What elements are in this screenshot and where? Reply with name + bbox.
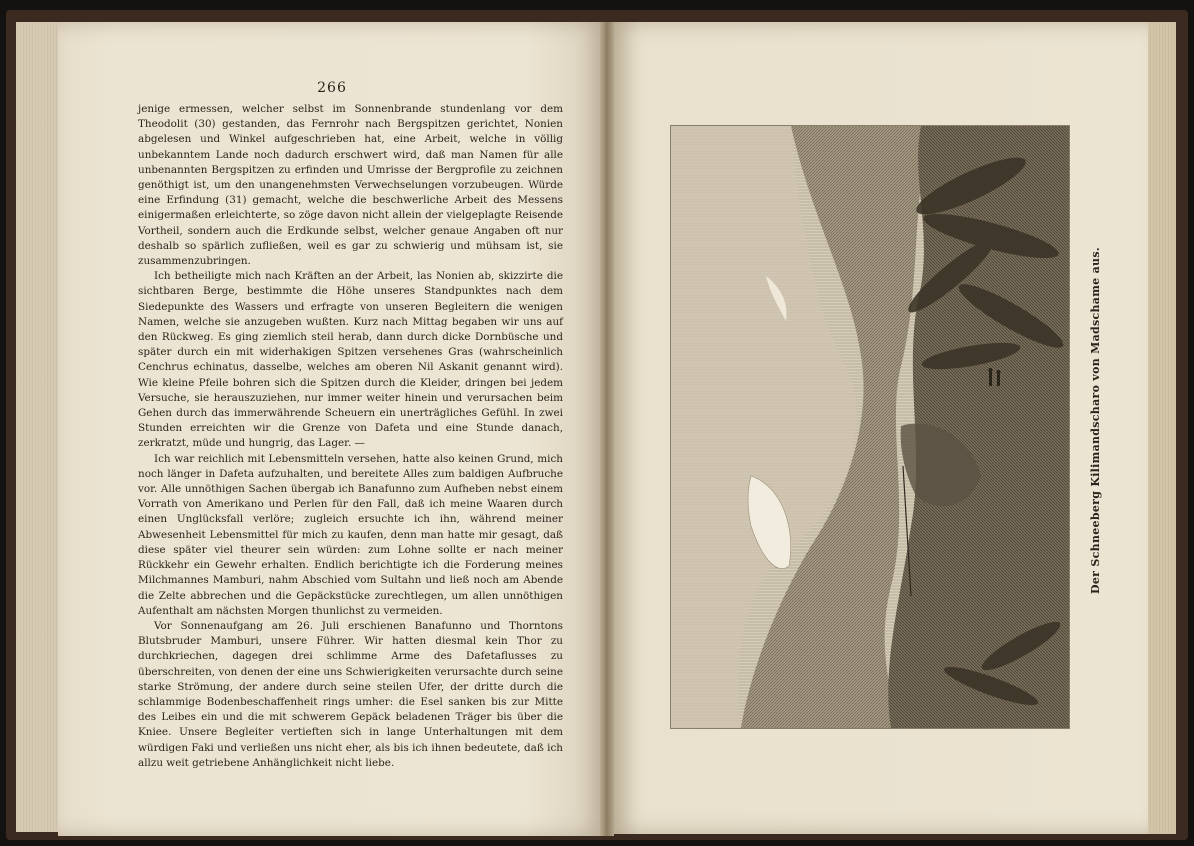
paragraph-4: Vor Sonnenaufgang am 26. Juli erschienen Banafunno und Thorntons Blutsbruder Mamburi, unsere Führer. Wir hatten diesmal kein Thor zu durchkriechen, dagegen drei schlimme Arme des Dafetaflusses zu überschreiten, von denen der eine uns Schwierigkeiten verursachte durch seine starke Strömung, der andere durch seine steilen Ufer, der dritte durch die schlammige Bodenbeschaffenheit rings umher: die Esel sanken bis zur Mitte des Leibes ein und die mit schwerem Gepäck beladenen Träger bis über die Kniee. Unsere Begleiter vertieften sich in lange Unterhaltungen mit dem würdigen Faki und verließen uns nicht eher, als bis ich ihnen bedeutete, daß ich allzu weit getriebene Anhänglichkeit nicht liebe. [138,619,563,769]
page-number: 266 [317,80,347,96]
body-text [138,102,563,771]
plate-caption-text: Der Schneeberg Kilimandscharo von Madschame aus. [1088,246,1102,594]
engraving-illustration [671,126,1069,728]
left-page [58,22,606,836]
plate-caption [1083,140,1107,700]
engraving-plate [670,125,1070,729]
book-gutter [600,22,614,836]
page-edges-left [16,22,64,832]
paragraph-2: Ich betheiligte mich nach Kräften an der Arbeit, las Nonien ab, skizzirte die sichtbaren Berge, bestimmte die Höhe unseres Standpunktes nach dem Siedepunkte des Wassers und erfragte von unseren Begleitern die wenigen Namen, welche sie anzugeben wußten. Kurz nach Mittag begaben wir uns auf den Rückweg. Es ging ziemlich steil herab, dann durch dicke Dornbüsche und später durch ein mit widerhakigen Spitzen versehenes Gras (wahrscheinlich Cenchrus echinatus, dasselbe, welches am oberen Nil Askanit genannt wird). Wie kleine Pfeile bohren sich die Spitzen durch die Kleider, dringen bei jedem Versuche, sie herauszuziehen, nur immer weiter hinein und verursachen beim Gehen durch das immerwährende Scheuern ein unerträgliches Gefühl. In zwei Stunden erreichten wir die Grenze von Dafeta und eine Stunde danach, zerkratzt, müde und hungrig, das Lager. — [138,270,563,450]
paragraph-3: Ich war reichlich mit Lebensmitteln versehen, hatte also keinen Grund, mich noch länger in Dafeta aufzuhalten, und bereitete Alles zum baldigen Aufbruche vor. Alle unnöthigen Sachen übergab ich Banafunno zum Aufheben nebst einem Vorrath von Amerikano und Perlen für den Fall, daß ich meine Waaren durch einen Unglücksfall verlöre; zugleich ersuchte ich ihn, während meiner Abwesenheit Lebensmittel für mich zu kaufen, denn man hatte mir gesagt, daß diese später viel theurer sein würden: zum Lohne sollte er nach meiner Rückkehr ein Gewehr erhalten. Endlich berichtigte ich die Forderung meines Milchmannes Mamburi, nahm Abschied vom Sultahn und ließ noch am Abende die Zelte abbrechen und die Gepäckstücke zurechtlegen, um allen unnöthigen Aufenthalt am nächsten Morgen thunlichst zu vermeiden. [138,452,563,617]
paragraph-1: jenige ermessen, welcher selbst im Sonnenbrande stundenlang vor dem Theodolit (30) gestanden, das Fernrohr nach Bergspitzen gerichtet, Nonien abgelesen und Winkel aufgeschrieben hat, eine Arbeit, welche in völlig unbekanntem Lande noch dadurch erschwert wird, daß man Namen für alle unbenannten Bergspitzen zu erfinden und Umrisse der Bergprofile zu zeichnen genöthigt ist, um den unangenehmsten Verwechselungen vorzubeugen. Würde eine Erfindung (31) gemacht, welche die beschwerliche Arbeit des Messens einigermaßen erleichterte, so zöge davon nicht allein der vielgeplagte Reisende Vortheil, sondern auch die Erdkunde selbst, welcher genaue Angaben oft nur deshalb so spärlich zufließen, weil es gar zu schwierig und mühsam ist, sie zusammenzubringen. [138,103,563,268]
